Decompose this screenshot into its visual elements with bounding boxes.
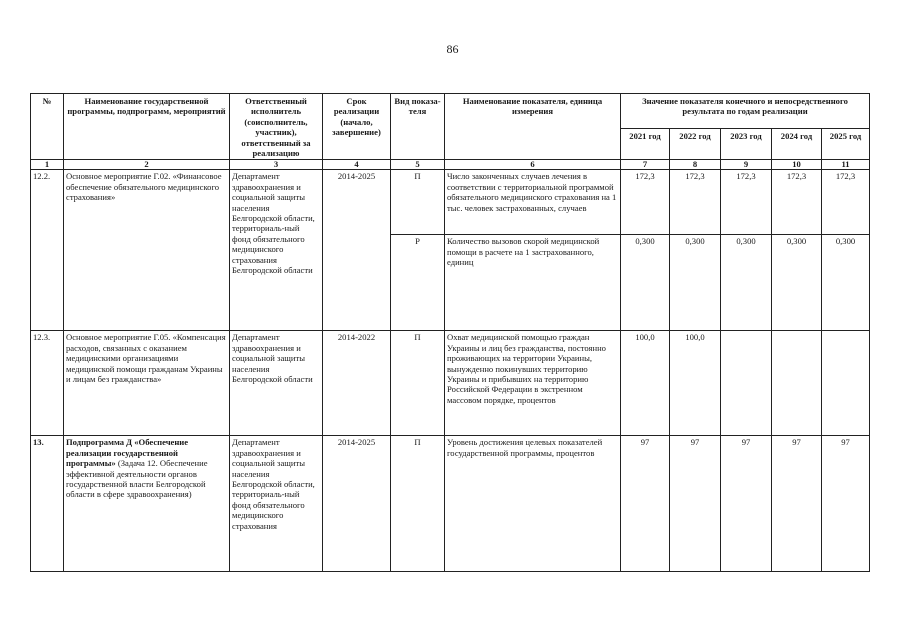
- column-number: 11: [822, 160, 870, 170]
- row-indicator: Охват медицинской помощью граждан Украины и лиц без гражданства, постоянно проживающих на территории Украины, вынужденно покинувших территорию Украины и прибывших на территорию Российской Федерации в экстренном массовом порядке, процентов: [445, 331, 621, 436]
- table-row: [31, 170, 870, 235]
- row-name: Основное мероприятие Г.02. «Финансовое обеспечение обязательного медицинского страхования»: [64, 170, 230, 331]
- row-value-2021: 172,3: [621, 170, 670, 235]
- table-row: [31, 436, 870, 572]
- header-indicator: Наименование показателя, единица измерения: [445, 94, 621, 160]
- row-value-2025: 97: [822, 436, 870, 572]
- row-value-2023: 0,300: [721, 235, 772, 331]
- header-row: [31, 94, 870, 129]
- header-executor: Ответственный исполнитель (соисполнитель, участник), ответственный за реализацию: [230, 94, 323, 160]
- row-kind: П: [391, 331, 445, 436]
- row-kind: П: [391, 436, 445, 572]
- row-executor: Департамент здравоохранения и социальной защиты населения Белгородской области, территориаль-ный фонд обязательного медицинского страхования: [230, 436, 323, 572]
- header-no: №: [31, 94, 64, 160]
- row-period: 2014-2025: [323, 436, 391, 572]
- header-values-group: Значение показателя конечного и непосредственного результата по годам реализации: [621, 94, 870, 129]
- row-value-2022: 0,300: [670, 235, 721, 331]
- row-no: 12.2.: [31, 170, 64, 331]
- column-number: 6: [445, 160, 621, 170]
- row-period: 2014-2025: [323, 170, 391, 331]
- column-number: 8: [670, 160, 721, 170]
- row-value-2024: 97: [772, 436, 822, 572]
- column-number: 7: [621, 160, 670, 170]
- table-row: [31, 331, 870, 436]
- header-period: Срок реализации (начало, завершение): [323, 94, 391, 160]
- page-number: 86: [446, 42, 459, 56]
- row-period: 2014-2022: [323, 331, 391, 436]
- row-executor: Департамент здравоохранения и социальной защиты населения Белгородской области: [230, 331, 323, 436]
- row-value-2025: 172,3: [822, 170, 870, 235]
- row-no: 12.3.: [31, 331, 64, 436]
- row-value-2022: 100,0: [670, 331, 721, 436]
- subprogram-title: Подпрограмма Д «Обеспечение реализации государственной программы»: [66, 437, 189, 469]
- row-kind: П: [391, 170, 445, 235]
- column-number: 1: [31, 160, 64, 170]
- row-value-2021: 0,300: [621, 235, 670, 331]
- row-value-2023: 172,3: [721, 170, 772, 235]
- row-value-2024: 0,300: [772, 235, 822, 331]
- row-indicator: Уровень достижения целевых показателей государственной программы, процентов: [445, 436, 621, 572]
- column-number: 2: [64, 160, 230, 170]
- row-executor: Департамент здравоохранения и социальной защиты населения Белгородской области, территориаль-ный фонд обязательного медицинского страхования Белгородской области: [230, 170, 323, 331]
- row-name: Основное мероприятие Г.05. «Компенсация расходов, связанных с оказанием медицинскими организациями медицинской помощи гражданам Украины и лицам без гражданства»: [64, 331, 230, 436]
- row-indicator: Количество вызовов скорой медицинской помощи в расчете на 1 застрахованного, единиц: [445, 235, 621, 331]
- row-value-2023: 97: [721, 436, 772, 572]
- row-no: 13.: [31, 436, 64, 572]
- row-value-2022: 172,3: [670, 170, 721, 235]
- row-indicator: Число законченных случаев лечения в соответствии с территориальной программой обязательного медицинского страхования на 1 тыс. человек застрахованных, случаев: [445, 170, 621, 235]
- column-number: 5: [391, 160, 445, 170]
- header-name: Наименование государственной программы, подпрограмм, мероприятий: [64, 94, 230, 160]
- header-kind: Вид показа-теля: [391, 94, 445, 160]
- header-year: 2023 год: [721, 129, 772, 160]
- column-number: 9: [721, 160, 772, 170]
- row-value-2024: [772, 331, 822, 436]
- row-value-2025: 0,300: [822, 235, 870, 331]
- column-number: 10: [772, 160, 822, 170]
- program-table: [30, 93, 870, 572]
- column-numbers-row: [31, 160, 870, 170]
- header-year: 2025 год: [822, 129, 870, 160]
- row-value-2021: 97: [621, 436, 670, 572]
- row-value-2022: 97: [670, 436, 721, 572]
- subprogram-task: (Задача 12. Обеспечение эффективной деятельности органов государственной власти Белгородской области в сфере здравоохранения): [66, 458, 208, 500]
- row-value-2021: 100,0: [621, 331, 670, 436]
- row-value-2023: [721, 331, 772, 436]
- header-year: 2022 год: [670, 129, 721, 160]
- column-number: 4: [323, 160, 391, 170]
- column-number: 3: [230, 160, 323, 170]
- header-year: 2021 год: [621, 129, 670, 160]
- row-value-2024: 172,3: [772, 170, 822, 235]
- header-year: 2024 год: [772, 129, 822, 160]
- row-value-2025: [822, 331, 870, 436]
- row-kind: Р: [391, 235, 445, 331]
- row-name: [64, 436, 230, 572]
